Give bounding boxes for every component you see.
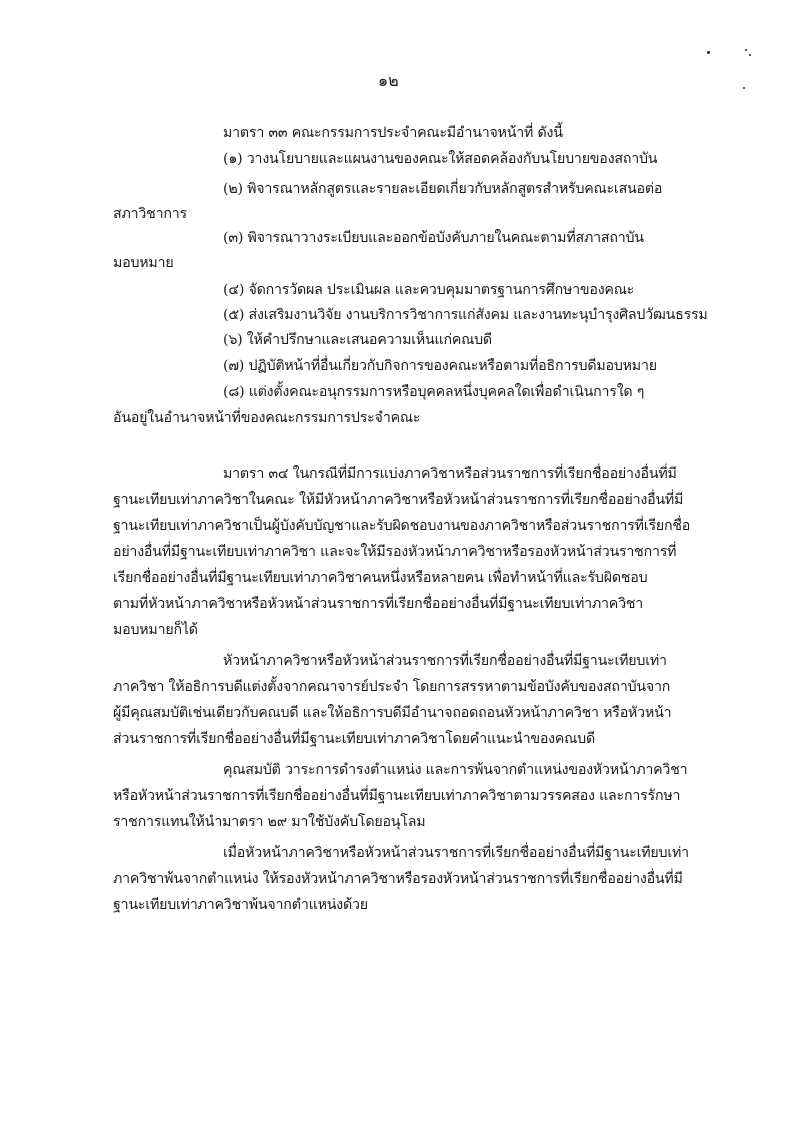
section-34-p2-line-3: ผู้มีคุณสมบัติเช่นเดียวกับคณบดี และให้อธิการบดีมีอำนาจถอดถอนหัวหน้าภาควิชา หรือหัวหน้า: [113, 705, 672, 721]
section-34-p1-line-3: ฐานะเทียบเท่าภาควิชาเป็นผู้บังคับบัญชาและรับผิดชอบงานของภาควิชาหรือส่วนราชการที่เรียกชื่อ: [113, 518, 691, 534]
scan-speck: [745, 49, 747, 51]
section-33-item-7: (๗) ปฏิบัติหน้าที่อื่นเกี่ยวกับกิจการของคณะหรือตามที่อธิการบดีมอบหมาย: [223, 358, 657, 374]
section-33-item-4: (๔) จัดการวัดผล ประเมินผล และควบคุมมาตรฐานการศึกษาของคณะ: [223, 282, 635, 298]
page-number: ๑๒: [378, 71, 399, 90]
section-33-item-5: (๕) ส่งเสริมงานวิจัย งานบริการวิชาการแก่สังคม และงานทะนุบำรุงศิลปวัฒนธรรม: [223, 307, 708, 323]
section-34-p1-line-2: ฐานะเทียบเท่าภาควิชาในคณะ ให้มีหัวหน้าภาควิชาหรือหัวหน้าส่วนราชการที่เรียกชื่ออย่างอื่นที่มี: [113, 492, 684, 508]
section-33-item-3-cont: มอบหมาย: [113, 255, 174, 271]
section-34-p2-line-4: ส่วนราชการที่เรียกชื่ออย่างอื่นที่มีฐานะเทียบเท่าภาควิชาโดยคำแนะนำของคณบดี: [113, 731, 595, 747]
section-34-p3-line-1: คุณสมบัติ วาระการดำรงตำแหน่ง และการพ้นจากตำแหน่งของหัวหน้าภาควิชา: [223, 762, 688, 778]
section-34-p2-line-1: หัวหน้าภาควิชาหรือหัวหน้าส่วนราชการที่เรียกชื่ออย่างอื่นที่มีฐานะเทียบเท่า: [223, 653, 667, 669]
section-33-item-1: (๑) วางนโยบายและแผนงานของคณะให้สอดคล้องกับนโยบายของสถาบัน: [223, 151, 658, 167]
section-33-item-2-cont: สภาวิชาการ: [113, 206, 187, 222]
section-33-item-2: (๒) พิจารณาหลักสูตรและรายละเอียดเกี่ยวกับหลักสูตรสำหรับคณะเสนอต่อ: [223, 181, 663, 197]
section-34-p4-line-1: เมื่อหัวหน้าภาควิชาหรือหัวหน้าส่วนราชการที่เรียกชื่ออย่างอื่นที่มีฐานะเทียบเท่า: [223, 845, 689, 861]
section-34-p2-line-2: ภาควิชา ให้อธิการบดีแต่งตั้งจากคณาจารย์ประจำ โดยการสรรหาตามข้อบังคับของสถาบันจาก: [113, 679, 671, 695]
section-34-p1-line-4: อย่างอื่นที่มีฐานะเทียบเท่าภาควิชา และจะให้มีรองหัวหน้าภาควิชาหรือรองหัวหน้าส่วนราชการที่: [113, 544, 677, 560]
section-34-p4-line-3: ฐานะเทียบเท่าภาควิชาพ้นจากตำแหน่งด้วย: [113, 897, 368, 913]
section-34-p4-line-2: ภาควิชาพ้นจากตำแหน่ง ให้รองหัวหน้าภาควิชาหรือรองหัวหน้าส่วนราชการที่เรียกชื่ออย่างอื่นที่มี: [113, 871, 683, 887]
section-33-item-6: (๖) ให้คำปรึกษาและเสนอความเห็นแก่คณบดี: [223, 332, 492, 348]
section-34-p1-line-1: มาตรา ๓๔ ในกรณีที่มีการแบ่งภาควิชาหรือส่วนราชการที่เรียกชื่ออย่างอื่นที่มี: [223, 466, 677, 482]
section-34-p1-line-5: เรียกชื่ออย่างอื่นที่มีฐานะเทียบเท่าภาควิชาคนหนึ่งหรือหลายคน เพื่อทำหน้าที่และรับผิดชอบ: [113, 570, 648, 586]
section-34-p1-line-6: ตามที่หัวหน้าภาควิชาหรือหัวหน้าส่วนราชการที่เรียกชื่ออย่างอื่นที่มีฐานะเทียบเท่าภาควิชา: [113, 596, 644, 612]
section-33-item-8: (๘) แต่งตั้งคณะอนุกรรมการหรือบุคคลหนึ่งบุคคลใดเพื่อดำเนินการใด ๆ: [223, 384, 645, 400]
scan-speck: [743, 87, 745, 89]
scan-speck: [707, 51, 710, 54]
section-33-item-8-cont: อันอยู่ในอำนาจหน้าที่ของคณะกรรมการประจำคณะ: [113, 410, 421, 426]
section-34-p3-line-2: หรือหัวหน้าส่วนราชการที่เรียกชื่ออย่างอื่นที่มีฐานะเทียบเท่าภาควิชาตามวรรคสอง และการรักษา: [113, 788, 681, 804]
section-33-heading: มาตรา ๓๓ คณะกรรมการประจำคณะมีอำนาจหน้าที่ ดังนี้: [223, 125, 563, 141]
section-34-p1-line-7: มอบหมายก็ได้: [113, 622, 198, 638]
section-33-item-3: (๓) พิจารณาวางระเบียบและออกข้อบังคับภายในคณะตามที่สภาสถาบัน: [223, 230, 644, 246]
scan-speck: [749, 54, 751, 56]
section-34-p3-line-3: ราชการแทนให้นำมาตรา ๒๙ มาใช้บังคับโดยอนุโลม: [113, 814, 426, 830]
